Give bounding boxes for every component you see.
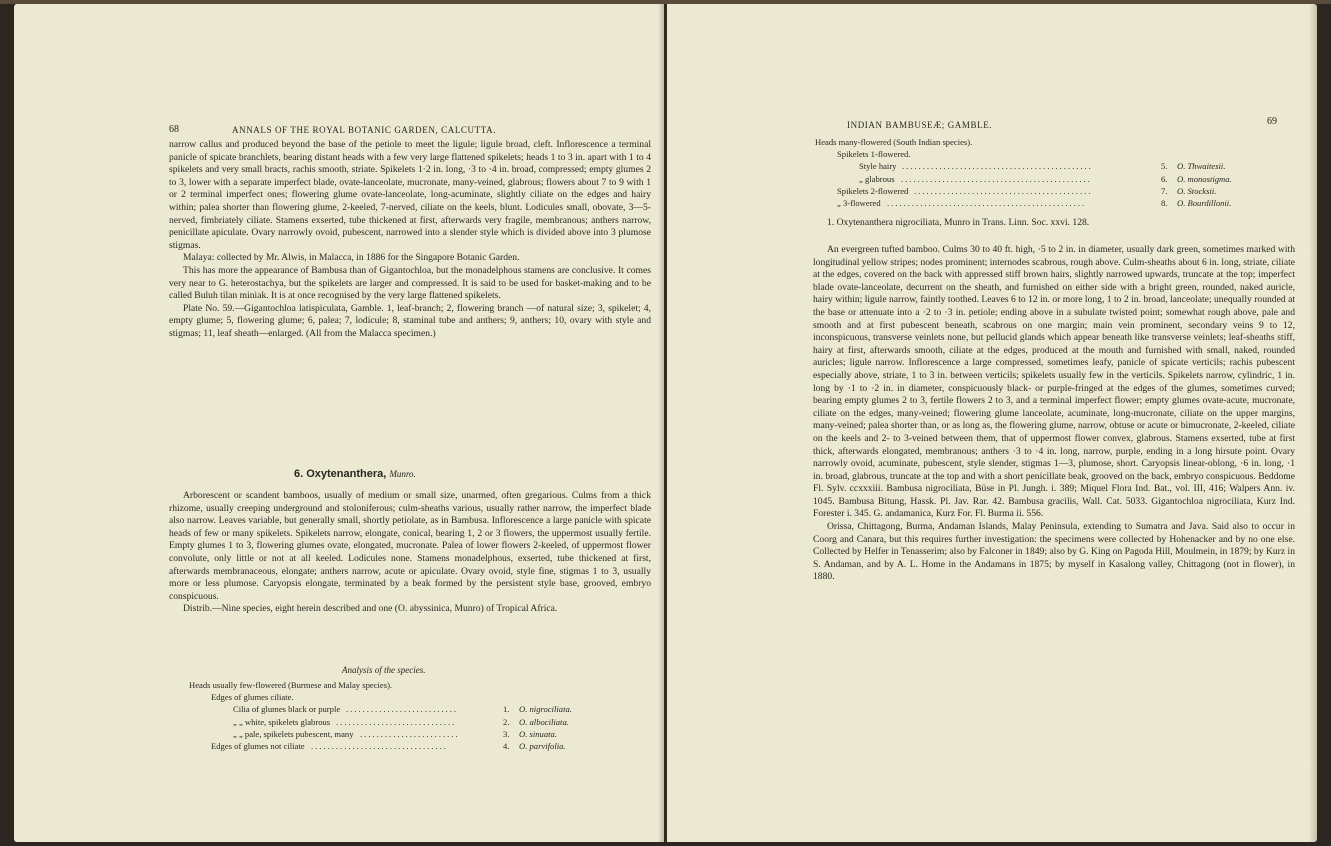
genus-name: 6. Oxytenanthera,: [294, 468, 390, 480]
key-row: [189, 716, 649, 728]
leader-dots: .................................: [311, 740, 448, 751]
key-label: Style hairy: [859, 161, 897, 172]
leader-dots: ........................: [360, 728, 460, 739]
key-row: [189, 679, 649, 691]
key-row: [815, 173, 1285, 185]
running-header: INDIAN BAMBUSEÆ; GAMBLE.: [847, 120, 993, 130]
key-species: O. parvifolia.: [519, 740, 566, 751]
key-row: [189, 703, 649, 715]
key-label: „ 3-flowered: [837, 197, 881, 208]
right-body-text: [813, 244, 1295, 584]
left-body-text: [169, 139, 651, 341]
species-key-left: [189, 679, 649, 752]
key-species: O. sinuata.: [519, 728, 557, 739]
leader-dots: ..............................................: [902, 161, 1093, 172]
leader-dots: .............................: [336, 716, 457, 727]
page-number: 68: [169, 124, 179, 135]
key-number: 5.: [1161, 161, 1168, 172]
key-label: Cilia of glumes black or purple: [233, 704, 341, 715]
paragraph: An evergreen tufted bamboo. Culms 30 to 40 ft. high, ·5 to 2 in. in diameter, usually dark green, sometimes marked with longitudinal yellow stripes; nodes prominent; internodes scabrous, rough above. Culm-sheaths about 6 in. long, striate, ciliate at the edges, covered on the back with appressed stiff brown hairs, slightly narrowed upwards, truncate at the top; imperfect blade ovate-lanceolate, decurrent on the sheath, and furnished on either side with a bright green, rounded, naked auricle, hairy within; ligule narrow, faintly toothed. Leaves 6 to 12 in. or more long, 1 to 2 in. broad, lanceolate; unequally rounded at the base or attenuate into a ·2 to ·3 in. petiole; ending above in a subulate twisted point; somewhat rough above, pale and smooth and at first pubescent beneath, scabrous on one margin; main vein prominent, secondary veins 9 to 12, inconspicuous, transverse veinlets none, but pellucid glands which appear beneath like transverse veinlets; leaf-sheaths stiff, hairy at first, afterwards smooth, ciliate at the edges, produced at the mouth and furnished with small, naked, rounded auricles; ligule narrow. Inflorescence a large compressed, sometimes leafy, panicle of spicate verticils; rachis pubescent especially above, striate, 1 to 3 in. between verticils; spikelets usually few in the verticils. Spikelets narrow, cylindric, 1 in. long by ·1 to ·2 in. in diameter, conspicuously black- or purple-fringed at the edges of the glumes, sometimes curved; bearing empty glumes 2 to 3, fertile flowers 2 to 3, and a terminal imperfect flower; empty glumes ovate-acute, mucronate, ciliate on the edges, many-veined; flowering glume lanceolate, acuminate, long-mucronate, ciliate on the upper margins, many-veined; palea shorter than, or as long as, the flowering glume, narrow, obtuse or acute or bimucronate, 2-keeled, ciliate on the keels and 2- to 3-veined between them, that of uppermost flower convex, glabrous. Stamens exserted, tube at first thick, afterwards elongated, membranous; anthers ·3 to ·4 in. long, narrow, purple, ending in a long hirsute point. Ovary narrowly ovoid, acuminate, pubescent, style slender, stigmas 1—3, plumose, short. Caryopsis linear-oblong, ·6 in. long, ·1 in. broad, glabrous, truncate at the top and with a short penicillate beak, grooved on the back, embryo conspicuous. Beddome Fl. Sylv. ccxxxiii. Bambusa nigrociliata, Büse in Pl. Jungh. i. 389; Miquel Flora Ind. Bat., vol. III, 416; Walpers Ann. iv. 1045. Bambusa Bitung, Hassk. Pl. Jav. Rar. 42. Bambusa gracilis, Wall. Cat. 5033. Gigantochloa nigrociliata, Kurz Ind. Forester i. 345. G. andamanica, Kurz For. Fl. Burma ii. 556.: [813, 244, 1295, 520]
key-row: [189, 691, 649, 703]
key-label: „ glabrous: [859, 173, 895, 184]
species-key-right: [815, 136, 1285, 209]
genus-author: Munro.: [389, 469, 416, 479]
analysis-title: Analysis of the species.: [342, 665, 426, 675]
leader-dots: ..............................................: [901, 173, 1092, 184]
running-header: ANNALS OF THE ROYAL BOTANIC GARDEN, CALCUTTA.: [232, 125, 497, 135]
paragraph: Malaya: collected by Mr. Alwis, in Malacca, in 1886 for the Singapore Botanic Garden.: [183, 252, 520, 264]
key-label: „ „ pale, spikelets pubescent, many: [233, 728, 354, 739]
page-edge-shadow: [1309, 4, 1317, 842]
key-row: [815, 148, 1285, 160]
genus-description: [169, 490, 651, 616]
page-number: 69: [1267, 116, 1277, 127]
paragraph: Distrib.—Nine species, eight herein described and one (O. abyssinica, Munro) of Tropical Africa.: [183, 603, 558, 615]
key-label: „ „ white, spikelets glabrous: [233, 716, 331, 727]
key-label: Edges of glumes not ciliate: [211, 740, 305, 751]
key-label: Spikelets 1-flowered.: [837, 149, 911, 160]
key-species: O. Bourdillonii.: [1177, 197, 1232, 208]
left-page: [14, 4, 664, 842]
paragraph: Plate No. 59.—Gigantochloa latispiculata, Gamble. 1, leaf-branch; 2, flowering branch —of natural size; 3, spikelet; 4, empty glume; 5, flowering glume; 6, palea; 7, lodicule; 8, staminal tube and anthers; 9, anthers; 10, ovary with style and stigmas; 11, leaf sheath—enlarged. (All from the Malacca specimen.): [169, 302, 651, 339]
key-number: 2.: [503, 716, 510, 727]
leader-dots: ...........................................: [914, 185, 1093, 196]
key-number: 3.: [503, 728, 510, 739]
right-page: [667, 4, 1317, 842]
key-species: O. Thwaitesii.: [1177, 161, 1226, 172]
key-row: [815, 136, 1285, 148]
key-row: [815, 185, 1285, 197]
key-row: [815, 160, 1285, 172]
paragraph: This has more the appearance of Bambusa than of Gigantochloa, but the monadelphous stamens are conclusive. It comes very near to G. heterostachya, but the spikelets are larger and compressed. It is said to be used for basket-making and to be called Buluh tilan miniak. It is at once recognised by the very large flattened spikelets.: [169, 264, 651, 302]
key-label: Spikelets 2-flowered: [837, 185, 909, 196]
key-species: O. nigrociliata.: [519, 704, 572, 715]
paragraph: Orissa, Chittagong, Burma, Andaman Islands, Malay Peninsula, extending to Sumatra and Java. Said also to occur in Coorg and Canara, but this requires further investigation: the specimens were collected by Hohenacker and by no one else. Collected by Helfer in Tenasserim; also by Falconer in 1849; also by G. King on Pagoda Hill, Moulmein, in 1879; by Kurz in S. Andaman, and by A. L. Home in the Andamans in 1875; by myself in Kasalong valley, Chittagong (not in flower), in 1880.: [813, 521, 1295, 583]
leader-dots: ................................................: [887, 197, 1087, 208]
leader-dots: ...........................: [346, 704, 459, 715]
key-label: Heads usually few-flowered (Burmese and Malay species).: [189, 680, 393, 690]
key-number: 4.: [503, 740, 510, 751]
genus-heading: [294, 468, 416, 480]
key-species: O. albociliata.: [519, 716, 569, 727]
key-row: [815, 197, 1285, 209]
key-number: 1.: [503, 704, 510, 715]
key-species: O. Stocksii.: [1177, 185, 1217, 196]
key-number: 6.: [1161, 173, 1168, 184]
key-number: 7.: [1161, 185, 1168, 196]
key-number: 8.: [1161, 197, 1168, 208]
key-row: [189, 740, 649, 752]
species-heading: 1. Oxytenanthera nigrociliata, Munro in Trans. Linn. Soc. xxvi. 128.: [827, 217, 1090, 228]
key-label: Edges of glumes ciliate.: [211, 692, 294, 703]
key-row: [189, 728, 649, 740]
key-label: Heads many-flowered (South Indian species).: [815, 137, 973, 147]
paragraph: narrow callus and produced beyond the base of the petiole to meet the ligule; ligule broad, cleft. Inflorescence a terminal panicle of spicate branchlets, bearing distant heads with a few very large flattened spikelets; heads 1 to 3 in. apart with 1 to 4 spikelets and very small bracts, rachis smooth, striate. Spikelets 1·2 in. long, ·3 to ·4 in. broad, compressed; empty glumes 2 to 3, lower with a separate imperfect blade, ovate-lanceolate, mucronate, many-veined, glabrous; flowers about 7 to 9 with 1 or 2 terminal imperfect ones; flowering glume ovate-lanceolate, long-acuminate, slightly ciliate on the edges and hairy within; palea shorter than flowering glume, 2-keeled, 7-nerved, ciliate on the keels, blunt. Lodicules small, obovate, 3—5-nerved, fimbriately ciliate. Stamens exserted, tube thickened at first, afterwards very fragile, membranous; anthers narrow, penicillate apiculate. Ovary narrowly ovoid, pubescent, narrowed into a slender style which is divided above into 3 plumose stigmas.: [169, 139, 651, 251]
paragraph: Arborescent or scandent bamboos, usually of medium or small size, unarmed, often gregarious. Culms from a thick rhizome, usually creeping underground and stoloniferous; culm-sheaths various, usually rather narrow, the imperfect blade also narrow. Leaves variable, but generally small, shortly petiolate, as in Bambusa. Inflorescence a large panicle with spicate heads of few or many spikelets. Spikelets narrow, elongate, conical, bearing 1, 2 or 3 flowers, the uppermost usually fertile. Empty glumes 1 to 3, flowering glumes ovate, elongated, mucronate. Palea of lower flowers 2-keeled, of uppermost flower convolute, only little or not at all keeled. Lodicules none. Stamens monadelphous, exserted, tube thickened at first, afterwards membranaceous, elongate; anthers narrow, acute or apiculate. Ovary ovoid, style fine, stigmas 1 to 3, usually more or less plumose. Caryopsis elongate, terminated by a beak formed by the persistent style base, grooved, embryo conspicuous.: [169, 490, 651, 602]
key-species: O. monostigma.: [1177, 173, 1232, 184]
